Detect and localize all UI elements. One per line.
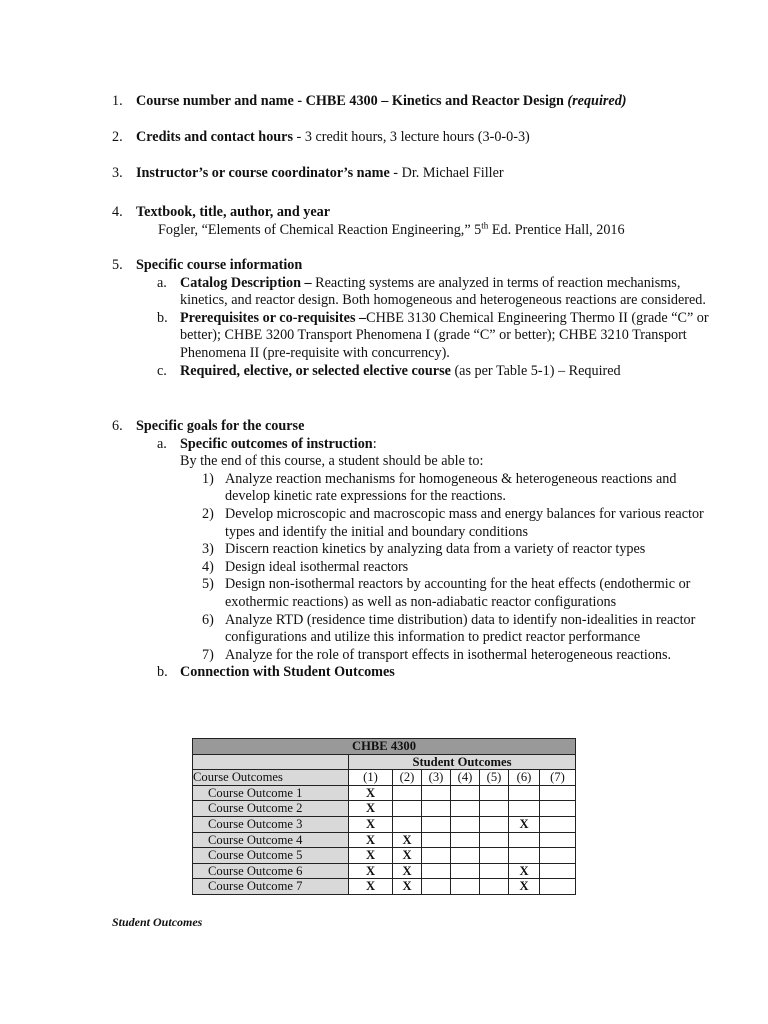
table-cell	[451, 848, 480, 864]
catalog-description: a. Catalog Description – Reacting systems are analyzed in terms of reaction mechanisms, kinetics, and reactor design. Both homogeneous and heterogeneous reactions are considered.	[157, 274, 706, 309]
outcomes-intro: By the end of this course, a student should be able to:	[180, 453, 484, 470]
section-number: 3.	[112, 165, 123, 181]
table-cell	[540, 832, 576, 848]
table-cell: X	[349, 785, 393, 801]
table-cell	[451, 785, 480, 801]
outcome-item: 2) Develop microscopic and macroscopic mass and energy balances for various reactor types and identify the initial and boundary conditions	[202, 505, 704, 540]
column-header: (5)	[480, 770, 509, 786]
table-cell	[451, 879, 480, 895]
section-number: 1.	[112, 93, 123, 109]
column-header: (1)	[349, 770, 393, 786]
table-cell	[451, 832, 480, 848]
table-cell	[480, 785, 509, 801]
table-cell	[540, 785, 576, 801]
table-corner	[193, 754, 349, 770]
prerequisites: b. Prerequisites or co-requisites –CHBE 3130 Chemical Engineering Thermo II (grade “C” or better); CHBE 3200 Transport Phenomena I (grade “C” or better); CHBE 3210 Transport Phenomena II (pre-requisite with concurrency).	[157, 309, 709, 361]
table-cell	[451, 801, 480, 817]
table-cell	[540, 816, 576, 832]
table-cell	[393, 801, 422, 817]
row-label: Course Outcome 6	[193, 863, 349, 879]
outcome-item: 3) Discern reaction kinetics by analyzing data from a variety of reactor types	[202, 541, 646, 558]
table-row	[193, 801, 576, 817]
table-cell	[393, 816, 422, 832]
column-header: (2)	[393, 770, 422, 786]
table-cell	[509, 848, 540, 864]
table-cell: X	[393, 863, 422, 879]
table-cell	[480, 816, 509, 832]
table-cell	[480, 848, 509, 864]
student-outcomes-heading: Student Outcomes	[112, 915, 203, 929]
table-cell	[393, 785, 422, 801]
outcomes-table	[192, 738, 576, 895]
row-label: Course Outcome 7	[193, 879, 349, 895]
table-cell: X	[349, 879, 393, 895]
section-label: Credits and contact hours	[136, 129, 293, 145]
outcome-item: 6) Analyze RTD (residence time distribution) data to identify non-idealities in reactor configurations and utilize this information to predict reactor performance	[202, 611, 696, 646]
required-note: (required)	[567, 93, 627, 109]
section-credits	[112, 129, 712, 147]
column-header: (4)	[451, 770, 480, 786]
table-cell	[422, 785, 451, 801]
table-cell: X	[509, 863, 540, 879]
specific-outcomes: a. Specific outcomes of instruction: By the end of this course, a student should be able to: 1) Analyze reaction mechanisms for homogeneous & heterogeneous reactions and develop kinetic rate expressions for the reactions. 2) Develop microscopic and macroscopic mass and energy balances for various reactor types and identify the initial and boundary conditions 3) Discern reaction kinetics by analyzing data from a variety of reactor types 4) Design ideal isothermal reactors 5) Design non-isothermal reactors by accounting for the heat effects (endothermic or exothermic reactions) as well as non-adiabatic reactor configurations 6) Analyze RTD (residence time distribution) data to identify non-idealities in reactor configurations and utilize this information to predict reactor performance 7) Analyze for the role of transport effects in isothermal heterogeneous reactions.	[180, 436, 712, 665]
row-label: Course Outcome 4	[193, 832, 349, 848]
table-row	[193, 863, 576, 879]
table-cell	[540, 801, 576, 817]
section-label: Specific course information	[136, 257, 303, 273]
row-label: Course Outcome 2	[193, 801, 349, 817]
table-cell	[422, 801, 451, 817]
table-cell	[540, 863, 576, 879]
table-cell	[509, 801, 540, 817]
column-header: (6)	[509, 770, 540, 786]
column-header: (3)	[422, 770, 451, 786]
table-cell	[422, 848, 451, 864]
row-label: Course Outcome 3	[193, 816, 349, 832]
table-row	[193, 785, 576, 801]
outcome-item: 5) Design non-isothermal reactors by accounting for the heat effects (endothermic or exothermic reactions) as well as non-adiabatic reactor configurations	[202, 576, 691, 610]
textbook-citation: Fogler, “Elements of Chemical Reaction Engineering,” 5th Ed. Prentice Hall, 2016	[158, 219, 625, 238]
section-label: Textbook, title, author, and year	[136, 204, 331, 220]
table-cell: X	[509, 879, 540, 895]
outcome-list	[202, 470, 712, 665]
table-title: CHBE 4300	[193, 739, 576, 755]
section-text: - 3 credit hours, 3 lecture hours (3-0-0-3)	[293, 129, 530, 145]
table-cell: X	[349, 863, 393, 879]
table-group-header: Student Outcomes	[349, 754, 576, 770]
section-number: 2.	[112, 129, 123, 145]
table-row	[193, 879, 576, 895]
table-cell	[540, 879, 576, 895]
table-cell	[480, 863, 509, 879]
section-label: Instructor’s or course coordinator’s name	[136, 165, 390, 181]
section-text: - Dr. Michael Filler	[389, 165, 504, 181]
table-cell	[480, 832, 509, 848]
section-course-info	[112, 257, 712, 380]
section-number: 4.	[112, 204, 123, 220]
row-label: Course Outcome 1	[193, 785, 349, 801]
table-cell	[422, 832, 451, 848]
section-label: Course number and name - CHBE 4300 – Kinetics and Reactor Design	[136, 93, 564, 109]
table-cell	[451, 816, 480, 832]
section-number: 6.	[112, 418, 123, 434]
table-cell	[509, 785, 540, 801]
table-row	[193, 816, 576, 832]
table-cell: X	[349, 832, 393, 848]
section-textbook	[112, 204, 712, 239]
table-cell	[509, 832, 540, 848]
table-cell: X	[393, 832, 422, 848]
table-cell	[451, 863, 480, 879]
course-type: c. Required, elective, or selected elective course (as per Table 5-1) – Required	[157, 362, 621, 379]
table-row	[193, 832, 576, 848]
table-cell	[422, 816, 451, 832]
section-label: Specific goals for the course	[136, 418, 305, 434]
table-cell: X	[509, 816, 540, 832]
section-course-number	[112, 93, 712, 111]
table-cell	[540, 848, 576, 864]
section-instructor	[112, 165, 712, 183]
table-cell	[422, 879, 451, 895]
row-label: Course Outcome 5	[193, 848, 349, 864]
table-cell: X	[349, 816, 393, 832]
outcome-item: 4) Design ideal isothermal reactors	[202, 558, 409, 575]
table-cell: X	[349, 848, 393, 864]
section-goals	[112, 418, 712, 682]
table-row-header: Course Outcomes	[193, 770, 349, 786]
section-number: 5.	[112, 257, 123, 273]
table-cell	[480, 801, 509, 817]
table-cell	[422, 863, 451, 879]
table-row	[193, 848, 576, 864]
column-header: (7)	[540, 770, 576, 786]
table-cell: X	[393, 848, 422, 864]
connection-heading: b. Connection with Student Outcomes	[157, 664, 395, 681]
table-cell: X	[349, 801, 393, 817]
table-cell: X	[393, 879, 422, 895]
outcome-item: 1) Analyze reaction mechanisms for homogeneous & heterogeneous reactions and develop kinetic rate expressions for the reactions.	[202, 470, 677, 505]
table-cell	[480, 879, 509, 895]
outcome-item: 7) Analyze for the role of transport effects in isothermal heterogeneous reactions.	[202, 646, 672, 663]
